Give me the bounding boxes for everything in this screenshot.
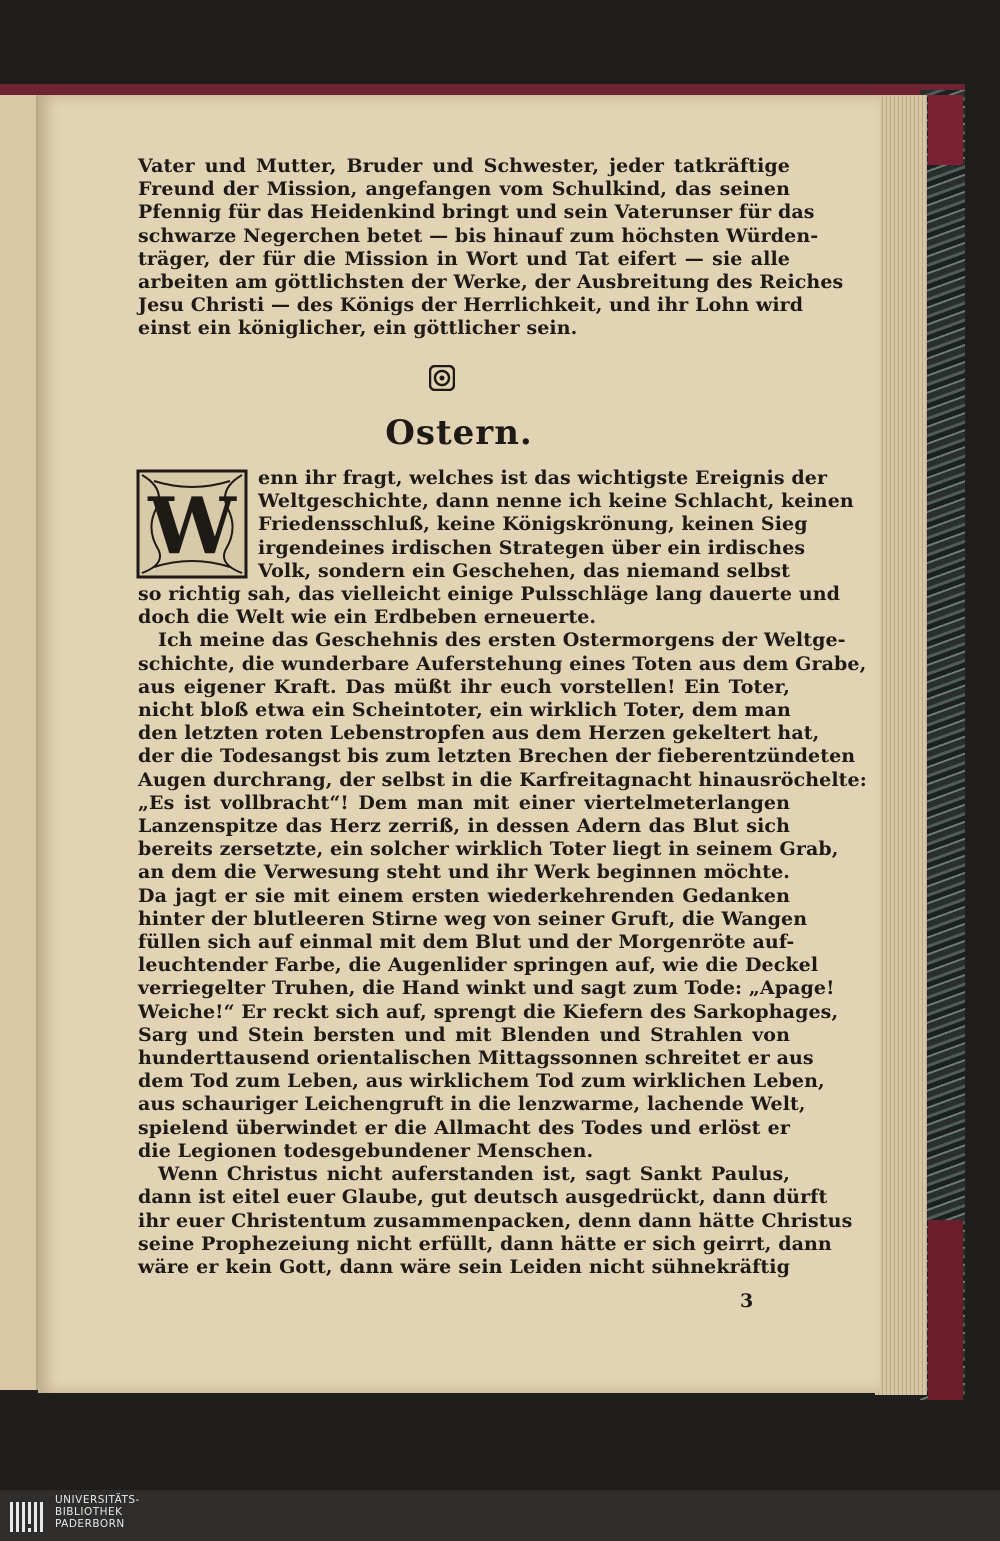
text-line: schichte, die wunderbare Auferstehung eines Toten aus dem Grabe, xyxy=(138,652,867,675)
text-line: dann ist eitel euer Glaube, gut deutsch ausgedrückt, dann dürft xyxy=(138,1186,828,1209)
library-footer xyxy=(0,1490,1000,1541)
text-line: wäre er kein Gott, dann wäre sein Leiden nicht sühnekräftig xyxy=(138,1255,790,1278)
book-cover-corner xyxy=(928,95,963,165)
library-logo-icon xyxy=(10,1500,44,1534)
text-line: doch die Welt wie ein Erdbeben erneuerte. xyxy=(138,606,597,629)
book-page xyxy=(38,95,880,1393)
text-line: die Legionen todesgebundener Menschen. xyxy=(138,1139,594,1162)
text-line: Wenn Christus nicht auferstanden ist, sagt Sankt Paulus, xyxy=(158,1163,790,1186)
text-line: dem Tod zum Leben, aus wirklichem Tod zum wirklichen Leben, xyxy=(138,1070,825,1093)
text-line: an dem die Verwesung steht und ihr Werk beginnen möchte. xyxy=(138,861,790,884)
text-line: einst ein königlicher, ein göttlicher sein. xyxy=(138,317,578,340)
library-name-line: PADERBORN xyxy=(55,1518,125,1530)
text-line: irgendeines irdischen Strategen über ein irdisches xyxy=(258,536,806,559)
page-stack-edge xyxy=(875,95,927,1395)
text-line: Da jagt er sie mit einem ersten wiederkehrenden Gedanken xyxy=(138,884,790,907)
paragraph-continued xyxy=(138,155,844,341)
text-line: Weltgeschichte, dann nenne ich keine Schlacht, keinen xyxy=(258,490,854,513)
text-line: den letzten roten Lebenstropfen aus dem Herzen gekeltert hat, xyxy=(138,722,820,745)
text-line: Freund der Mission, angefangen vom Schulkind, das seinen xyxy=(138,178,790,201)
text-line: arbeiten am göttlichsten der Werke, der Ausbreitung des Reiches xyxy=(138,271,844,294)
book-cover-corner xyxy=(928,1220,963,1400)
text-line: füllen sich auf einmal mit dem Blut und der Morgenröte auf- xyxy=(138,931,795,954)
text-line: bereits zersetzte, ein solcher wirklich Toter liegt in seinem Grab, xyxy=(138,838,839,861)
left-page-edge xyxy=(0,95,38,1390)
text-line: leuchtender Farbe, die Augenlider springen auf, wie die Deckel xyxy=(138,954,819,977)
library-name xyxy=(55,1494,140,1530)
dropcap-letter: W xyxy=(148,481,236,572)
text-line: Volk, sondern ein Geschehen, das niemand selbst xyxy=(258,559,790,582)
text-line: seine Prophezeiung nicht erfüllt, dann hätte er sich geirrt, dann xyxy=(138,1232,832,1255)
text-line: nicht bloß etwa ein Scheintoter, ein wirklich Toter, dem man xyxy=(138,699,791,722)
text-line: „Es ist vollbracht“! Dem man mit einer viertelmeterlangen xyxy=(138,791,790,814)
text-line: Augen durchrang, der selbst in die Karfreitagnacht hinausröchelte: xyxy=(138,768,867,791)
text-line: Jesu Christi — des Königs der Herrlichkeit, und ihr Lohn wird xyxy=(138,294,804,317)
text-line: so richtig sah, das vielleicht einige Pulsschläge lang dauerte und xyxy=(138,583,840,606)
text-line: Friedensschluß, keine Königskrönung, keinen Sieg xyxy=(258,513,808,536)
text-line: schwarze Negerchen betet — bis hinauf zum höchsten Würden- xyxy=(138,224,819,247)
text-line: Ich meine das Geschehnis des ersten Ostermorgens der Weltge- xyxy=(158,629,846,652)
text-line: verriegelter Truhen, die Hand winkt und sagt zum Tode: „Apage! xyxy=(138,977,835,1000)
text-line: enn ihr fragt, welches ist das wichtigste Ereignis der xyxy=(258,467,828,489)
text-line: Lanzenspitze das Herz zerriß, in dessen Adern das Blut sich xyxy=(138,815,790,838)
text-line: der die Todesangst bis zum letzten Brechen der fieberentzündeten xyxy=(138,745,856,768)
text-line: ihr euer Christentum zusammenpacken, denn dann hätte Christus xyxy=(138,1209,853,1232)
text-line: Pfennig für das Heidenkind bringt und sein Vaterunser für das xyxy=(138,201,815,224)
text-line: träger, der für die Mission in Wort und Tat eifert — sie alle xyxy=(138,247,790,270)
text-line: hunderttausend orientalischen Mittagssonnen schreitet er aus xyxy=(138,1047,814,1070)
text-line: Sarg und Stein bersten und mit Blenden und Strahlen von xyxy=(138,1023,790,1046)
text-line: Vater und Mutter, Bruder und Schwester, jeder tatkräftige xyxy=(138,155,790,177)
text-line: aus eigener Kraft. Das müßt ihr euch vorstellen! Ein Toter, xyxy=(138,675,790,698)
library-name-line: BIBLIOTHEK xyxy=(55,1506,123,1518)
library-name-line: UNIVERSITÄTS- xyxy=(55,1494,140,1506)
chapter-title: Ostern. xyxy=(385,413,533,453)
page-number: 3 xyxy=(740,1290,754,1312)
text-line: aus schauriger Leichengruft in die lenzwarme, lachende Welt, xyxy=(138,1093,806,1116)
section-ornament-icon xyxy=(429,365,455,391)
main-text xyxy=(138,467,867,1279)
text-line: hinter der blutleeren Stirne weg von seiner Gruft, die Wangen xyxy=(138,907,808,930)
text-line: spielend überwindet er die Allmacht des Todes und erlöst er xyxy=(138,1116,790,1139)
text-line: Weiche!“ Er reckt sich auf, sprengt die Kiefern des Sarkophages, xyxy=(138,1000,839,1023)
